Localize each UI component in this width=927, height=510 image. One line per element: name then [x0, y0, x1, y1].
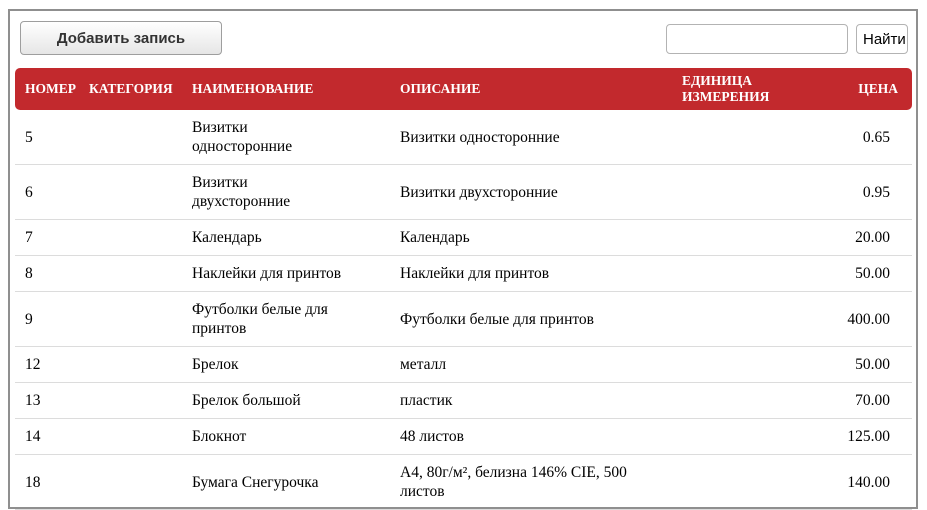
cell-number: 18	[15, 455, 81, 510]
cell-category	[81, 256, 184, 292]
cell-description: металл	[392, 347, 674, 383]
cell-name: Визитки двухсторонние	[184, 165, 392, 220]
cell-number: 5	[15, 110, 81, 165]
cell-number: 6	[15, 165, 81, 220]
cell-category	[81, 383, 184, 419]
table-row	[15, 292, 912, 347]
cell-number: 12	[15, 347, 81, 383]
cell-price: 20.00	[798, 220, 912, 256]
cell-description: Футболки белые для принтов	[392, 292, 674, 347]
table-row	[15, 110, 912, 165]
cell-unit	[674, 220, 798, 256]
cell-unit	[674, 110, 798, 165]
cell-number: 7	[15, 220, 81, 256]
cell-category	[81, 110, 184, 165]
cell-name: Блокнот	[184, 419, 392, 455]
column-header-name: НАИМЕНОВАНИЕ	[184, 68, 392, 110]
cell-category	[81, 347, 184, 383]
cell-description: Календарь	[392, 220, 674, 256]
column-header-description: ОПИСАНИЕ	[392, 68, 674, 110]
cell-name: Визитки односторонние	[184, 110, 392, 165]
table-row	[15, 383, 912, 419]
products-table	[15, 68, 912, 510]
cell-price: 50.00	[798, 256, 912, 292]
cell-unit	[674, 256, 798, 292]
cell-unit	[674, 347, 798, 383]
cell-description: А4, 80г/м², белизна 146% CIE, 500 листов	[392, 455, 674, 510]
table-row	[15, 220, 912, 256]
cell-unit	[674, 292, 798, 347]
cell-price: 70.00	[798, 383, 912, 419]
cell-price: 0.65	[798, 110, 912, 165]
table-row	[15, 347, 912, 383]
cell-price: 400.00	[798, 292, 912, 347]
cell-category	[81, 292, 184, 347]
cell-number: 14	[15, 419, 81, 455]
table-row	[15, 455, 912, 510]
cell-price: 140.00	[798, 455, 912, 510]
table-body	[15, 110, 912, 510]
column-header-price: ЦЕНА	[798, 68, 912, 110]
cell-name: Футболки белые для принтов	[184, 292, 392, 347]
cell-category	[81, 165, 184, 220]
cell-price: 125.00	[798, 419, 912, 455]
cell-price: 0.95	[798, 165, 912, 220]
cell-category	[81, 220, 184, 256]
cell-unit	[674, 455, 798, 510]
cell-category	[81, 455, 184, 510]
column-header-number: НОМЕР	[15, 68, 81, 110]
cell-number: 13	[15, 383, 81, 419]
cell-description: Наклейки для принтов	[392, 256, 674, 292]
table-row	[15, 256, 912, 292]
find-button[interactable]: Найти	[856, 24, 908, 54]
cell-name: Наклейки для принтов	[184, 256, 392, 292]
cell-unit	[674, 419, 798, 455]
cell-category	[81, 419, 184, 455]
cell-description: Визитки двухсторонние	[392, 165, 674, 220]
search-input[interactable]	[666, 24, 848, 54]
cell-name: Календарь	[184, 220, 392, 256]
column-header-category: КАТЕГОРИЯ	[81, 68, 184, 110]
products-table-wrap	[15, 68, 912, 510]
table-row	[15, 165, 912, 220]
cell-price: 50.00	[798, 347, 912, 383]
table-header-row	[15, 68, 912, 110]
cell-description: пластик	[392, 383, 674, 419]
toolbar	[10, 11, 916, 67]
content-frame	[8, 9, 918, 509]
cell-number: 8	[15, 256, 81, 292]
cell-number: 9	[15, 292, 81, 347]
cell-description: Визитки односторонние	[392, 110, 674, 165]
cell-name: Брелок большой	[184, 383, 392, 419]
add-record-button[interactable]: Добавить запись	[20, 21, 222, 55]
cell-name: Брелок	[184, 347, 392, 383]
cell-name: Бумага Снегурочка	[184, 455, 392, 510]
cell-unit	[674, 383, 798, 419]
cell-description: 48 листов	[392, 419, 674, 455]
column-header-unit: ЕДИНИЦА ИЗМЕРЕНИЯ	[674, 68, 798, 110]
cell-unit	[674, 165, 798, 220]
table-row	[15, 419, 912, 455]
